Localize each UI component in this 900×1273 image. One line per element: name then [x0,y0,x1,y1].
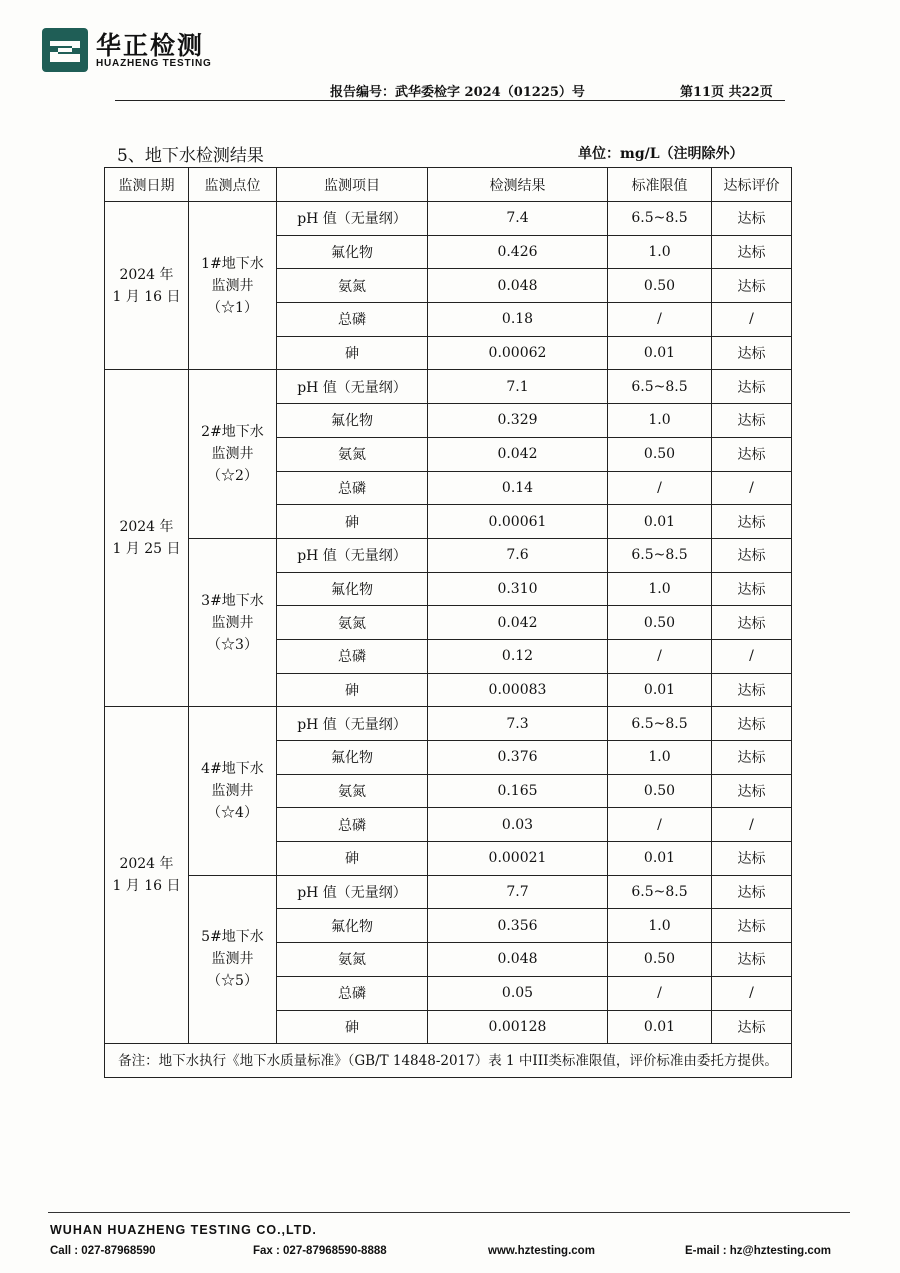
eval-cell: / [712,471,792,505]
table-note: 备注：地下水执行《地下水质量标准》（GB/T 14848-2017）表 1 中III类标准限值，评价标准由委托方提供。 [105,1044,792,1078]
item-cell: 氨氮 [277,774,428,808]
eval-cell: 达标 [712,842,792,876]
item-cell: 氟化物 [277,235,428,269]
table-row [105,707,792,741]
eval-cell: 达标 [712,202,792,236]
item-cell: 总磷 [277,303,428,337]
eval-cell: 达标 [712,538,792,572]
item-cell: pH 值（无量纲） [277,202,428,236]
result-cell: 0.00021 [428,842,608,876]
limit-cell: 0.01 [608,842,712,876]
limit-cell: 6.5~8.5 [608,370,712,404]
result-cell: 0.048 [428,943,608,977]
eval-cell: 达标 [712,235,792,269]
result-cell: 7.4 [428,202,608,236]
footer-email: E-mail : hz@hztesting.com [685,1245,832,1257]
item-cell: 总磷 [277,639,428,673]
eval-cell: 达标 [712,370,792,404]
page-number: 第11页 共22页 [680,85,773,100]
note-row [105,1044,792,1078]
item-cell: 氨氮 [277,943,428,977]
table-row [105,370,792,404]
limit-cell: 6.5~8.5 [608,707,712,741]
limit-cell: / [608,471,712,505]
footer-company-name: WUHAN HUAZHENG TESTING CO.,LTD. [50,1223,317,1237]
eval-cell: 达标 [712,741,792,775]
groundwater-results-table [104,167,792,1078]
footer-divider [48,1212,850,1213]
eval-cell: 达标 [712,572,792,606]
item-cell: pH 值（无量纲） [277,538,428,572]
eval-cell: 达标 [712,437,792,471]
item-cell: 砷 [277,336,428,370]
result-cell: 0.00061 [428,505,608,539]
footer-fax: Fax : 027-87968590-8888 [253,1245,387,1257]
result-cell: 0.00083 [428,673,608,707]
item-cell: 总磷 [277,471,428,505]
item-cell: 氟化物 [277,741,428,775]
item-cell: 总磷 [277,976,428,1010]
column-header: 监测点位 [189,168,277,202]
table-row [105,875,792,909]
site-cell: 1#地下水 监测井 （☆1） [189,202,277,370]
result-cell: 0.376 [428,741,608,775]
limit-cell: 1.0 [608,235,712,269]
table-row [105,202,792,236]
item-cell: 总磷 [277,808,428,842]
column-header: 检测结果 [428,168,608,202]
table-row [105,538,792,572]
result-cell: 7.1 [428,370,608,404]
result-cell: 0.310 [428,572,608,606]
item-cell: 砷 [277,842,428,876]
limit-cell: 1.0 [608,572,712,606]
eval-cell: / [712,303,792,337]
logo-english-name: HUAZHENG TESTING [96,58,212,69]
eval-cell: 达标 [712,707,792,741]
eval-cell: 达标 [712,673,792,707]
limit-cell: 0.01 [608,673,712,707]
item-cell: 氟化物 [277,404,428,438]
eval-cell: / [712,639,792,673]
eval-cell: 达标 [712,404,792,438]
eval-cell: 达标 [712,875,792,909]
logo-chinese-name: 华正检测 [96,31,205,60]
result-cell: 0.329 [428,404,608,438]
result-cell: 0.426 [428,235,608,269]
limit-cell: 0.50 [608,774,712,808]
result-cell: 0.18 [428,303,608,337]
footer-website: www.hztesting.com [488,1245,595,1257]
limit-cell: 6.5~8.5 [608,202,712,236]
limit-cell: 0.50 [608,437,712,471]
header-divider [115,100,785,101]
limit-cell: / [608,303,712,337]
item-cell: 氨氮 [277,269,428,303]
eval-cell: / [712,808,792,842]
eval-cell: 达标 [712,774,792,808]
result-cell: 0.00062 [428,336,608,370]
limit-cell: / [608,639,712,673]
result-cell: 0.14 [428,471,608,505]
eval-cell: 达标 [712,505,792,539]
result-cell: 0.042 [428,606,608,640]
item-cell: pH 值（无量纲） [277,707,428,741]
eval-cell: / [712,976,792,1010]
limit-cell: 0.50 [608,606,712,640]
item-cell: 砷 [277,505,428,539]
site-cell: 3#地下水 监测井 （☆3） [189,538,277,706]
limit-cell: 0.50 [608,943,712,977]
item-cell: 砷 [277,673,428,707]
company-logo [42,26,242,76]
limit-cell: 0.01 [608,336,712,370]
table-header-row [105,168,792,202]
item-cell: pH 值（无量纲） [277,370,428,404]
result-cell: 0.048 [428,269,608,303]
result-cell: 0.03 [428,808,608,842]
report-number: 报告编号：武华委检字 2024（01225）号 [330,85,585,100]
column-header: 监测项目 [277,168,428,202]
item-cell: pH 值（无量纲） [277,875,428,909]
huazheng-logo-icon [42,28,88,72]
result-cell: 7.7 [428,875,608,909]
result-cell: 0.165 [428,774,608,808]
eval-cell: 达标 [712,269,792,303]
eval-cell: 达标 [712,1010,792,1044]
limit-cell: 6.5~8.5 [608,875,712,909]
item-cell: 氨氮 [277,606,428,640]
result-cell: 0.00128 [428,1010,608,1044]
column-header: 达标评价 [712,168,792,202]
item-cell: 氟化物 [277,572,428,606]
result-cell: 0.042 [428,437,608,471]
result-cell: 7.3 [428,707,608,741]
limit-cell: 0.01 [608,505,712,539]
eval-cell: 达标 [712,336,792,370]
unit-label: 单位：mg/L（注明除外） [578,146,744,162]
limit-cell: 0.01 [608,1010,712,1044]
limit-cell: 6.5~8.5 [608,538,712,572]
eval-cell: 达标 [712,606,792,640]
limit-cell: / [608,808,712,842]
eval-cell: 达标 [712,909,792,943]
column-header: 标准限值 [608,168,712,202]
footer-phone: Call : 027-87968590 [50,1245,156,1257]
result-cell: 0.12 [428,639,608,673]
column-header: 监测日期 [105,168,189,202]
result-cell: 0.05 [428,976,608,1010]
site-cell: 5#地下水 监测井 （☆5） [189,875,277,1043]
site-cell: 2#地下水 监测井 （☆2） [189,370,277,538]
item-cell: 砷 [277,1010,428,1044]
date-cell: 2024 年 1 月 16 日 [105,707,189,1044]
section-title: 5、地下水检测结果 [117,146,264,166]
result-cell: 7.6 [428,538,608,572]
item-cell: 氨氮 [277,437,428,471]
item-cell: 氟化物 [277,909,428,943]
limit-cell: 0.50 [608,269,712,303]
limit-cell: 1.0 [608,909,712,943]
site-cell: 4#地下水 监测井 （☆4） [189,707,277,875]
result-cell: 0.356 [428,909,608,943]
limit-cell: 1.0 [608,404,712,438]
limit-cell: 1.0 [608,741,712,775]
limit-cell: / [608,976,712,1010]
date-cell: 2024 年 1 月 16 日 [105,202,189,370]
eval-cell: 达标 [712,943,792,977]
date-cell: 2024 年 1 月 25 日 [105,370,189,707]
